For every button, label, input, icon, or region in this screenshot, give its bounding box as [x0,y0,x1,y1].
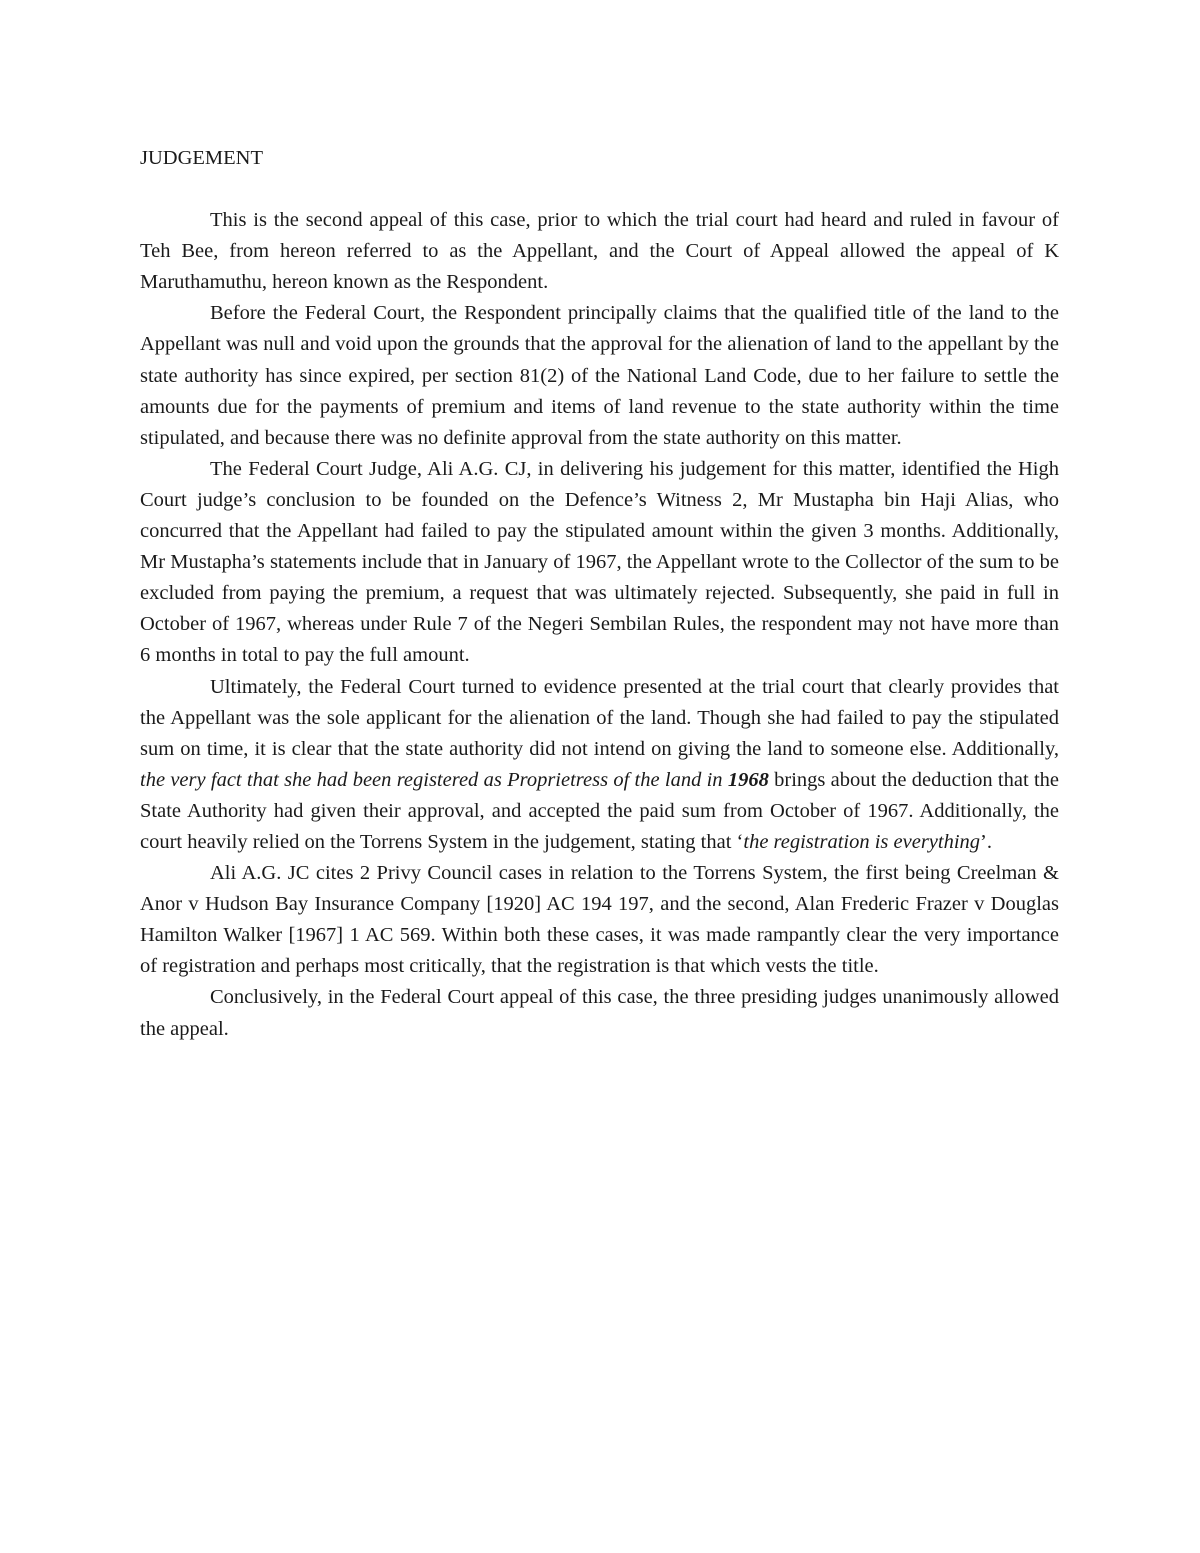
paragraph-4-bold-year: 1968 [727,768,769,791]
document-body [140,143,1059,1045]
paragraph-4-italic-phrase: the registration is everything [743,830,981,853]
paragraph-5: Ali A.G. JC cites 2 Privy Council cases in relation to the Torrens System, the first being Creelman & Anor v Hudson Bay Insurance Company [1920] AC 194 197, and the second, Alan Frederic Frazer v Douglas Hamilton Walker [1967] 1 AC 569. Within both these cases, it was made rampantly clear the very importance of registration and perhaps most critically, that the registration is that which vests the title. [140,862,1059,978]
paragraph-3: The Federal Court Judge, Ali A.G. CJ, in delivering his judgement for this matter, identified the High Court judge’s conclusion to be founded on the Defence’s Witness 2, Mr Mustapha bin Haji Alias, who concurred that the Appellant had failed to pay the stipulated amount within the given 3 months. Additionally, Mr Mustapha’s statements include that in January of 1967, the Appellant wrote to the Collector of the sum to be excluded from paying the premium, a request that was ultimately rejected. Subsequently, she paid in full in October of 1967, whereas under Rule 7 of the Negeri Sembilan Rules, the respondent may not have more than 6 months in total to pay the full amount. [140,457,1059,667]
paragraph-4-text-c: ’. [980,830,992,853]
document-heading: JUDGEMENT [140,147,263,169]
paragraph-6: Conclusively, in the Federal Court appeal of this case, the three presiding judges unanimously allowed the appeal. [140,986,1059,1040]
paragraph-2: Before the Federal Court, the Respondent principally claims that the qualified title of the land to the Appellant was null and void upon the grounds that the approval for the alienation of land to the appellant by the state authority has since expired, per section 81(2) of the National Land Code, due to her failure to settle the amounts due for the payments of premium and items of land revenue to the state authority within the time stipulated, and because there was no definite approval from the state authority on this matter. [140,302,1059,449]
paragraph-4-italic-quote: the very fact that she had been registered as Proprietress of the land in [140,768,728,791]
paragraph-4 [140,672,1059,859]
paragraph-1: This is the second appeal of this case, prior to which the trial court had heard and ruled in favour of Teh Bee, from hereon referred to as the Appellant, and the Court of Appeal allowed the appeal of K Maruthamuthu, hereon known as the Respondent. [140,209,1059,294]
paragraph-4-text-a: Ultimately, the Federal Court turned to evidence presented at the trial court that clearly provides that the Appellant was the sole applicant for the alienation of the land. Though she had failed to pay the stipulated sum on time, it is clear that the state authority did not intend on giving the land to someone else. Additionally, [140,675,1059,760]
paragraph-4-text-b: brings about the deduction that the State Authority had given their approval, and accepted the paid sum from October of 1967. Additionally, the court heavily relied on the Torrens System in the judgement, stating that ‘ [140,768,1059,853]
